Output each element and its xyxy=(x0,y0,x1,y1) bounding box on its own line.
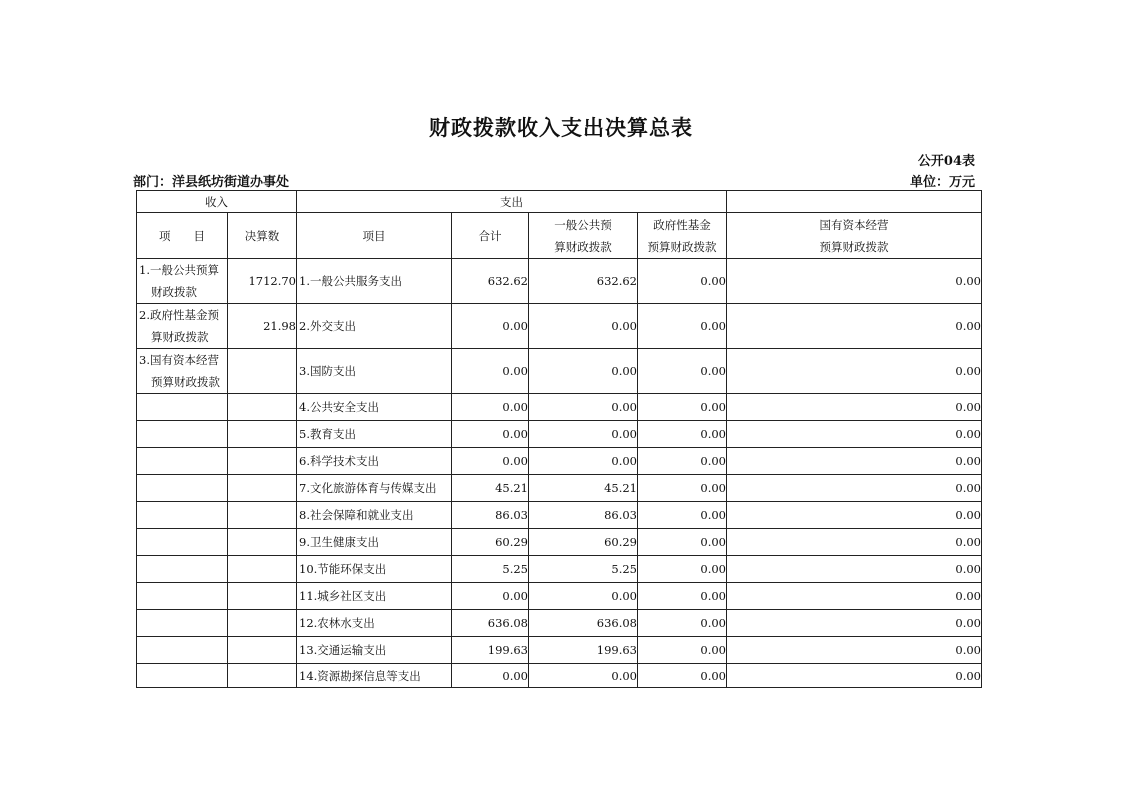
income-item-cell xyxy=(137,394,228,421)
expense-item-cell: 5.教育支出 xyxy=(297,421,452,448)
expense-item-cell: 13.交通运输支出 xyxy=(297,637,452,664)
expense-item-cell: 2.外交支出 xyxy=(297,304,452,349)
gov-fund-cell: 0.00 xyxy=(638,664,727,688)
general-budget-cell: 86.03 xyxy=(529,502,638,529)
gov-fund-cell: 0.00 xyxy=(638,349,727,394)
general-budget-cell: 199.63 xyxy=(529,637,638,664)
gov-fund-cell: 0.00 xyxy=(638,610,727,637)
state-capital-cell: 0.00 xyxy=(727,637,982,664)
state-capital-cell: 0.00 xyxy=(727,448,982,475)
expense-item-cell: 12.农林水支出 xyxy=(297,610,452,637)
total-cell: 636.08 xyxy=(452,610,529,637)
expense-item-cell: 8.社会保障和就业支出 xyxy=(297,502,452,529)
income-amount-cell xyxy=(228,349,297,394)
income-amount-cell: 21.98 xyxy=(228,304,297,349)
expense-item-cell: 10.节能环保支出 xyxy=(297,556,452,583)
state-capital-cell: 0.00 xyxy=(727,421,982,448)
income-header: 收入 xyxy=(137,191,297,213)
income-item-cell xyxy=(137,259,228,304)
income-amount-cell xyxy=(228,421,297,448)
state-capital-cell: 0.00 xyxy=(727,610,982,637)
general-budget-cell: 5.25 xyxy=(529,556,638,583)
income-item-line2: 预算财政拨款 xyxy=(151,375,220,389)
state-capital-header xyxy=(727,213,982,259)
total-cell: 60.29 xyxy=(452,529,529,556)
gov-fund-cell: 0.00 xyxy=(638,583,727,610)
income-item-cell xyxy=(137,583,228,610)
state-capital-cell: 0.00 xyxy=(727,556,982,583)
final-amount-header: 决算数 xyxy=(228,213,297,259)
gov-fund-cell: 0.00 xyxy=(638,502,727,529)
income-item-cell xyxy=(137,349,228,394)
income-amount-cell xyxy=(228,475,297,502)
table-row xyxy=(137,421,982,448)
income-item-cell xyxy=(137,304,228,349)
gov-fund-cell: 0.00 xyxy=(638,421,727,448)
income-item-cell xyxy=(137,502,228,529)
expense-item-header: 项目 xyxy=(297,213,452,259)
general-budget-header xyxy=(529,213,638,259)
expense-item-cell: 14.资源勘探信息等支出 xyxy=(297,664,452,688)
general-budget-cell: 0.00 xyxy=(529,394,638,421)
total-cell: 0.00 xyxy=(452,448,529,475)
total-cell: 632.62 xyxy=(452,259,529,304)
state-capital-cell: 0.00 xyxy=(727,475,982,502)
gov-fund-cell: 0.00 xyxy=(638,637,727,664)
total-cell: 0.00 xyxy=(452,664,529,688)
gov-fund-header-line2: 预算财政拨款 xyxy=(647,239,717,254)
header-row-2 xyxy=(137,213,982,259)
income-item-line2: 财政拨款 xyxy=(151,285,197,299)
state-capital-cell: 0.00 xyxy=(727,502,982,529)
income-item-cell xyxy=(137,610,228,637)
general-budget-header-line1: 一般公共预 xyxy=(554,217,612,232)
total-cell: 0.00 xyxy=(452,349,529,394)
state-capital-cell: 0.00 xyxy=(727,259,982,304)
general-budget-cell: 0.00 xyxy=(529,421,638,448)
blank-header-cell xyxy=(727,191,982,213)
income-item-line2: 算财政拨款 xyxy=(151,330,209,344)
table-row xyxy=(137,259,982,304)
income-amount-cell xyxy=(228,556,297,583)
expense-item-cell: 9.卫生健康支出 xyxy=(297,529,452,556)
item-header: 项 目 xyxy=(137,213,228,259)
income-item-cell xyxy=(137,529,228,556)
total-cell: 0.00 xyxy=(452,583,529,610)
state-capital-cell: 0.00 xyxy=(727,583,982,610)
state-capital-cell: 0.00 xyxy=(727,394,982,421)
general-budget-cell: 0.00 xyxy=(529,448,638,475)
table-row xyxy=(137,637,982,664)
total-cell: 0.00 xyxy=(452,421,529,448)
header-row-1 xyxy=(137,191,982,213)
total-cell: 199.63 xyxy=(452,637,529,664)
state-capital-header-line1: 国有资本经营 xyxy=(819,217,889,232)
income-amount-cell xyxy=(228,394,297,421)
expense-header: 支出 xyxy=(297,191,727,213)
total-cell: 86.03 xyxy=(452,502,529,529)
table-row xyxy=(137,610,982,637)
expense-item-cell: 3.国防支出 xyxy=(297,349,452,394)
table-row xyxy=(137,394,982,421)
gov-fund-header xyxy=(638,213,727,259)
gov-fund-cell: 0.00 xyxy=(638,529,727,556)
table-row xyxy=(137,475,982,502)
gov-fund-cell: 0.00 xyxy=(638,259,727,304)
table-row xyxy=(137,502,982,529)
state-capital-header-line2: 预算财政拨款 xyxy=(819,239,889,254)
page-title: 财政拨款收入支出决算总表 xyxy=(429,115,693,140)
expense-item-cell: 11.城乡社区支出 xyxy=(297,583,452,610)
gov-fund-header-line1: 政府性基金 xyxy=(653,217,711,232)
general-budget-cell: 0.00 xyxy=(529,583,638,610)
gov-fund-cell: 0.00 xyxy=(638,556,727,583)
general-budget-cell: 45.21 xyxy=(529,475,638,502)
total-cell: 45.21 xyxy=(452,475,529,502)
general-budget-cell: 636.08 xyxy=(529,610,638,637)
general-budget-cell: 632.62 xyxy=(529,259,638,304)
gov-fund-cell: 0.00 xyxy=(638,448,727,475)
income-amount-cell xyxy=(228,448,297,475)
general-budget-cell: 0.00 xyxy=(529,664,638,688)
total-cell: 5.25 xyxy=(452,556,529,583)
income-item-cell xyxy=(137,556,228,583)
table-body xyxy=(137,259,982,688)
expense-item-cell: 4.公共安全支出 xyxy=(297,394,452,421)
table-row xyxy=(137,664,982,688)
total-cell: 0.00 xyxy=(452,304,529,349)
general-budget-header-line2: 算财政拨款 xyxy=(554,239,612,254)
expense-item-cell: 6.科学技术支出 xyxy=(297,448,452,475)
income-amount-cell xyxy=(228,502,297,529)
income-amount-cell: 1712.70 xyxy=(228,259,297,304)
state-capital-cell: 0.00 xyxy=(727,529,982,556)
expense-item-cell: 1.一般公共服务支出 xyxy=(297,259,452,304)
total-header: 合计 xyxy=(452,213,529,259)
gov-fund-cell: 0.00 xyxy=(638,304,727,349)
income-item-cell xyxy=(137,475,228,502)
table-row xyxy=(137,349,982,394)
state-capital-cell: 0.00 xyxy=(727,664,982,688)
budget-table xyxy=(136,190,982,688)
total-cell: 0.00 xyxy=(452,394,529,421)
table-row xyxy=(137,529,982,556)
state-capital-cell: 0.00 xyxy=(727,304,982,349)
state-capital-cell: 0.00 xyxy=(727,349,982,394)
table-row xyxy=(137,556,982,583)
income-item-cell xyxy=(137,421,228,448)
income-item-cell xyxy=(137,637,228,664)
table-row xyxy=(137,304,982,349)
general-budget-cell: 60.29 xyxy=(529,529,638,556)
income-item-line1: 1.一般公共预算 xyxy=(139,263,219,277)
income-item-line1: 2.政府性基金预 xyxy=(139,308,219,322)
unit-label: 单位：万元 xyxy=(909,175,975,190)
table-row xyxy=(137,583,982,610)
income-amount-cell xyxy=(228,637,297,664)
department-label: 部门：洋县纸坊街道办事处 xyxy=(133,175,290,190)
expense-item-cell: 7.文化旅游体育与传媒支出 xyxy=(297,475,452,502)
income-amount-cell xyxy=(228,610,297,637)
income-item-line1: 3.国有资本经营 xyxy=(139,353,219,367)
table-row xyxy=(137,448,982,475)
gov-fund-cell: 0.00 xyxy=(638,475,727,502)
income-amount-cell xyxy=(228,664,297,688)
income-amount-cell xyxy=(228,583,297,610)
general-budget-cell: 0.00 xyxy=(529,304,638,349)
form-number: 公开04表 xyxy=(917,154,975,169)
gov-fund-cell: 0.00 xyxy=(638,394,727,421)
income-amount-cell xyxy=(228,529,297,556)
income-item-cell xyxy=(137,664,228,688)
income-item-cell xyxy=(137,448,228,475)
general-budget-cell: 0.00 xyxy=(529,349,638,394)
